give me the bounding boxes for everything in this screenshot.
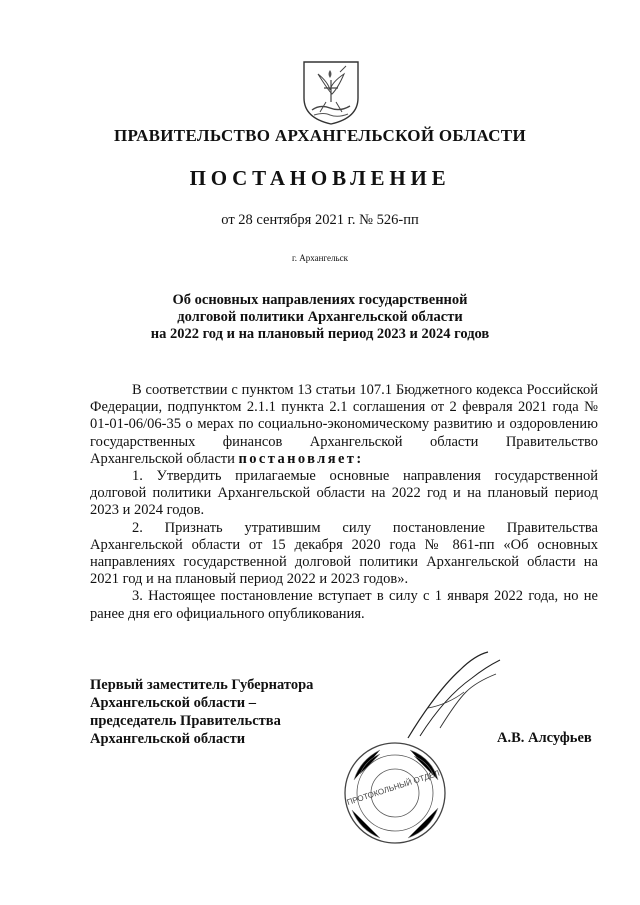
document-body bbox=[90, 382, 598, 623]
document-subject bbox=[0, 292, 640, 343]
government-title: ПРАВИТЕЛЬСТВО АРХАНГЕЛЬСКОЙ ОБЛАСТИ bbox=[114, 126, 526, 145]
official-round-stamp bbox=[340, 740, 450, 846]
subject-line-1: Об основных направлениях государственной bbox=[172, 292, 468, 308]
document-date-number: от 28 сентября 2021 г. № 526-пп bbox=[221, 212, 419, 228]
item-1-paragraph: 1. Утвердить прилагаемые основные направления государственной долговой политики Архангельской области на 2022 год и на плановый период 2023 и 2024 годов. bbox=[90, 468, 598, 519]
signer-position-line-2: Архангельской области – bbox=[90, 695, 256, 711]
resolves-word: постановляет bbox=[238, 450, 357, 467]
resolves-colon: : bbox=[356, 450, 364, 467]
signer-name: А.В. Алсуфьев bbox=[497, 730, 592, 746]
subject-line-3: на 2022 год и на плановый период 2023 и 2024 годов bbox=[150, 326, 490, 342]
signer-position bbox=[90, 676, 313, 748]
stamp-text: ПРОТОКОЛЬНЫЙ ОТДЕЛ bbox=[345, 768, 441, 808]
coat-of-arms-emblem bbox=[300, 58, 362, 126]
signer-position-line-4: Архангельской области bbox=[90, 731, 246, 747]
item-3-paragraph: 3. Настоящее постановление вступает в силу с 1 января 2022 года, но не ранее дня его официального опубликования. bbox=[90, 588, 598, 622]
item-2-paragraph: 2. Признать утратившим силу постановление Правительства Архангельской области от 15 декабря 2020 года № 861-пп «Об основных направлениях государственной долговой политики Архангельской области на 2021 год и на плановый период 2022 и 2023 годов». bbox=[90, 519, 598, 588]
handwritten-signature bbox=[400, 648, 510, 748]
subject-line-2: долговой политики Архангельской области bbox=[177, 309, 463, 325]
signer-position-line-1: Первый заместитель Губернатора bbox=[90, 677, 314, 693]
signer-position-line-3: председатель Правительства bbox=[90, 713, 281, 729]
preamble-paragraph bbox=[90, 382, 598, 468]
document-city: г. Архангельск bbox=[292, 253, 348, 263]
preamble-text: В соответствии с пунктом 13 статьи 107.1 Бюджетного кодекса Российской Федерации, подпунктом 2.1.1 пункта 2.1 соглашения от 2 февраля 2021 года № 01-01-06/06-35 о мерах по социально-экономическому развитию и оздоровлению государственных финансов Архангельской области Правительство Архангельской области bbox=[90, 382, 598, 467]
document-type-heading: ПОСТАНОВЛЕНИЕ bbox=[189, 166, 451, 190]
